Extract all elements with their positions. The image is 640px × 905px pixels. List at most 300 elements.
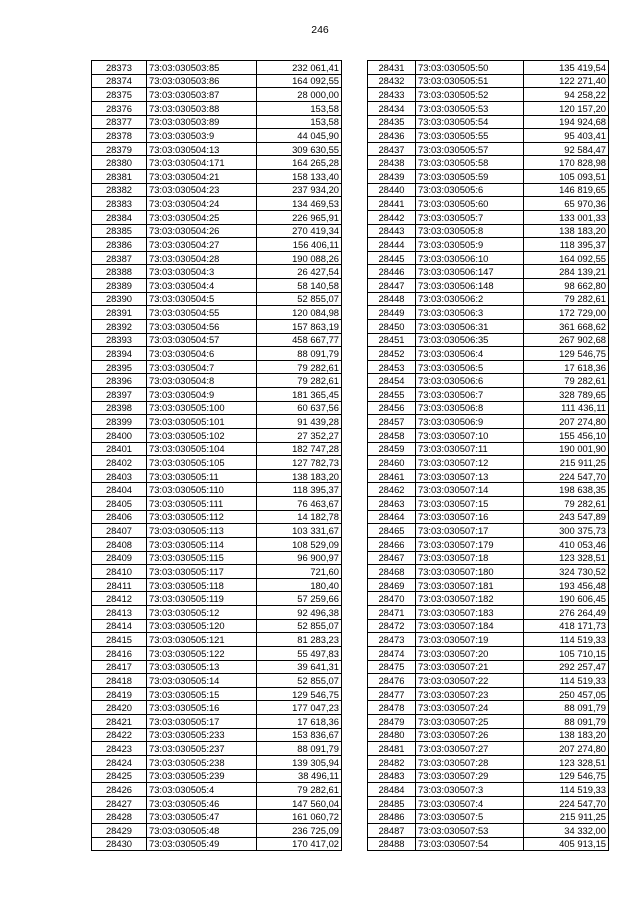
amount-cell: 127 782,73 xyxy=(257,456,342,470)
cadastral-number-cell: 73:03:030503:88 xyxy=(147,101,257,115)
cadastral-number-cell: 73:03:030505:118 xyxy=(147,578,257,592)
amount-cell: 118 395,37 xyxy=(524,238,609,252)
table-row xyxy=(92,292,342,306)
row-number-cell: 28389 xyxy=(92,279,147,293)
cadastral-number-cell: 73:03:030505:115 xyxy=(147,551,257,565)
cadastral-number-cell: 73:03:030507:4 xyxy=(416,796,524,810)
amount-cell: 28 000,00 xyxy=(257,88,342,102)
cadastral-number-cell: 73:03:030505:100 xyxy=(147,401,257,415)
amount-cell: 134 469,53 xyxy=(257,197,342,211)
cadastral-number-cell: 73:03:030507:19 xyxy=(416,633,524,647)
table-row xyxy=(368,524,609,538)
amount-cell: 118 395,37 xyxy=(257,483,342,497)
cadastral-number-cell: 73:03:030506:4 xyxy=(416,347,524,361)
cadastral-number-cell: 73:03:030505:120 xyxy=(147,619,257,633)
cadastral-number-cell: 73:03:030506:8 xyxy=(416,401,524,415)
amount-cell: 410 053,46 xyxy=(524,537,609,551)
table-row xyxy=(368,442,609,456)
row-number-cell: 28380 xyxy=(92,156,147,170)
amount-cell: 215 911,25 xyxy=(524,810,609,824)
table-row xyxy=(92,170,342,184)
row-number-cell: 28442 xyxy=(368,210,416,224)
table-row xyxy=(92,537,342,551)
table-row xyxy=(92,156,342,170)
cadastral-number-cell: 73:03:030505:48 xyxy=(147,824,257,838)
amount-cell: 79 282,61 xyxy=(257,374,342,388)
table-row xyxy=(368,374,609,388)
cadastral-number-cell: 73:03:030505:46 xyxy=(147,796,257,810)
row-number-cell: 28477 xyxy=(368,687,416,701)
amount-cell: 52 855,07 xyxy=(257,674,342,688)
row-number-cell: 28452 xyxy=(368,347,416,361)
amount-cell: 146 819,65 xyxy=(524,183,609,197)
row-number-cell: 28445 xyxy=(368,251,416,265)
row-number-cell: 28455 xyxy=(368,388,416,402)
amount-cell: 292 257,47 xyxy=(524,660,609,674)
amount-cell: 155 456,10 xyxy=(524,428,609,442)
amount-cell: 207 274,80 xyxy=(524,415,609,429)
row-number-cell: 28383 xyxy=(92,197,147,211)
cadastral-number-cell: 73:03:030507:53 xyxy=(416,824,524,838)
table-row xyxy=(92,197,342,211)
row-number-cell: 28431 xyxy=(368,61,416,75)
table-row xyxy=(368,456,609,470)
cadastral-number-cell: 73:03:030506:148 xyxy=(416,279,524,293)
row-number-cell: 28429 xyxy=(92,824,147,838)
amount-cell: 236 725,09 xyxy=(257,824,342,838)
table-row xyxy=(92,755,342,769)
row-number-cell: 28434 xyxy=(368,101,416,115)
row-number-cell: 28384 xyxy=(92,210,147,224)
table-row xyxy=(368,537,609,551)
row-number-cell: 28435 xyxy=(368,115,416,129)
amount-cell: 309 630,55 xyxy=(257,142,342,156)
row-number-cell: 28469 xyxy=(368,578,416,592)
row-number-cell: 28485 xyxy=(368,796,416,810)
cadastral-number-cell: 73:03:030505:47 xyxy=(147,810,257,824)
table-row xyxy=(92,61,342,75)
cadastral-number-cell: 73:03:030507:180 xyxy=(416,565,524,579)
table-row xyxy=(368,170,609,184)
row-number-cell: 28381 xyxy=(92,170,147,184)
cadastral-number-cell: 73:03:030507:17 xyxy=(416,524,524,538)
row-number-cell: 28373 xyxy=(92,61,147,75)
row-number-cell: 28438 xyxy=(368,156,416,170)
row-number-cell: 28424 xyxy=(92,755,147,769)
cadastral-number-cell: 73:03:030505:51 xyxy=(416,74,524,88)
cadastral-number-cell: 73:03:030506:147 xyxy=(416,265,524,279)
cadastral-number-cell: 73:03:030504:21 xyxy=(147,170,257,184)
amount-cell: 138 183,20 xyxy=(524,224,609,238)
amount-cell: 156 406,11 xyxy=(257,238,342,252)
table-row xyxy=(368,142,609,156)
row-number-cell: 28408 xyxy=(92,537,147,551)
cadastral-number-cell: 73:03:030507:13 xyxy=(416,469,524,483)
table-row xyxy=(368,61,609,75)
cadastral-number-cell: 73:03:030507:54 xyxy=(416,837,524,851)
row-number-cell: 28459 xyxy=(368,442,416,456)
amount-cell: 88 091,79 xyxy=(524,701,609,715)
cadastral-number-cell: 73:03:030505:4 xyxy=(147,783,257,797)
table-row xyxy=(368,796,609,810)
cadastral-number-cell: 73:03:030505:110 xyxy=(147,483,257,497)
amount-cell: 105 710,15 xyxy=(524,646,609,660)
table-row xyxy=(368,292,609,306)
amount-cell: 172 729,00 xyxy=(524,306,609,320)
amount-cell: 215 911,25 xyxy=(524,456,609,470)
row-number-cell: 28433 xyxy=(368,88,416,102)
row-number-cell: 28410 xyxy=(92,565,147,579)
row-number-cell: 28403 xyxy=(92,469,147,483)
row-number-cell: 28387 xyxy=(92,251,147,265)
amount-cell: 92 496,38 xyxy=(257,606,342,620)
cadastral-number-cell: 73:03:030507:21 xyxy=(416,660,524,674)
cadastral-number-cell: 73:03:030505:237 xyxy=(147,742,257,756)
amount-cell: 98 662,80 xyxy=(524,279,609,293)
table-row xyxy=(368,306,609,320)
row-number-cell: 28407 xyxy=(92,524,147,538)
cadastral-number-cell: 73:03:030503:85 xyxy=(147,61,257,75)
cadastral-number-cell: 73:03:030504:13 xyxy=(147,142,257,156)
cadastral-number-cell: 73:03:030503:89 xyxy=(147,115,257,129)
cadastral-number-cell: 73:03:030505:17 xyxy=(147,715,257,729)
row-number-cell: 28382 xyxy=(92,183,147,197)
amount-cell: 181 365,45 xyxy=(257,388,342,402)
row-number-cell: 28468 xyxy=(368,565,416,579)
row-number-cell: 28409 xyxy=(92,551,147,565)
cadastral-number-cell: 73:03:030505:238 xyxy=(147,755,257,769)
left-table-body xyxy=(92,61,342,851)
amount-cell: 26 427,54 xyxy=(257,265,342,279)
cadastral-number-cell: 73:03:030503:9 xyxy=(147,129,257,143)
row-number-cell: 28386 xyxy=(92,238,147,252)
amount-cell: 164 265,28 xyxy=(257,156,342,170)
table-row xyxy=(368,687,609,701)
amount-cell: 226 965,91 xyxy=(257,210,342,224)
table-row xyxy=(92,74,342,88)
amount-cell: 122 271,40 xyxy=(524,74,609,88)
amount-cell: 224 547,70 xyxy=(524,469,609,483)
cadastral-number-cell: 73:03:030504:8 xyxy=(147,374,257,388)
amount-cell: 133 001,33 xyxy=(524,210,609,224)
table-row xyxy=(92,115,342,129)
amount-cell: 108 529,09 xyxy=(257,537,342,551)
table-row xyxy=(92,497,342,511)
amount-cell: 58 140,58 xyxy=(257,279,342,293)
table-row xyxy=(368,469,609,483)
amount-cell: 243 547,89 xyxy=(524,510,609,524)
cadastral-number-cell: 73:03:030507:16 xyxy=(416,510,524,524)
table-row xyxy=(92,224,342,238)
row-number-cell: 28443 xyxy=(368,224,416,238)
table-row xyxy=(368,251,609,265)
cadastral-number-cell: 73:03:030505:16 xyxy=(147,701,257,715)
table-row xyxy=(368,578,609,592)
table-row xyxy=(368,183,609,197)
cadastral-number-cell: 73:03:030504:28 xyxy=(147,251,257,265)
cadastral-number-cell: 73:03:030505:55 xyxy=(416,129,524,143)
table-row xyxy=(368,810,609,824)
cadastral-number-cell: 73:03:030507:12 xyxy=(416,456,524,470)
cadastral-number-cell: 73:03:030506:9 xyxy=(416,415,524,429)
row-number-cell: 28412 xyxy=(92,592,147,606)
row-number-cell: 28430 xyxy=(92,837,147,851)
cadastral-number-cell: 73:03:030507:22 xyxy=(416,674,524,688)
table-row xyxy=(92,565,342,579)
cadastral-number-cell: 73:03:030505:13 xyxy=(147,660,257,674)
cadastral-number-cell: 73:03:030505:119 xyxy=(147,592,257,606)
table-row xyxy=(368,347,609,361)
amount-cell: 328 789,65 xyxy=(524,388,609,402)
cadastral-number-cell: 73:03:030507:3 xyxy=(416,783,524,797)
table-row xyxy=(368,715,609,729)
cadastral-number-cell: 73:03:030505:122 xyxy=(147,646,257,660)
table-row xyxy=(92,633,342,647)
row-number-cell: 28400 xyxy=(92,428,147,442)
cadastral-number-cell: 73:03:030505:60 xyxy=(416,197,524,211)
row-number-cell: 28460 xyxy=(368,456,416,470)
row-number-cell: 28393 xyxy=(92,333,147,347)
cadastral-number-cell: 73:03:030507:23 xyxy=(416,687,524,701)
table-row xyxy=(368,619,609,633)
amount-cell: 129 546,75 xyxy=(524,769,609,783)
table-row xyxy=(92,415,342,429)
amount-cell: 88 091,79 xyxy=(524,715,609,729)
cadastral-number-cell: 73:03:030505:59 xyxy=(416,170,524,184)
table-row xyxy=(92,442,342,456)
row-number-cell: 28446 xyxy=(368,265,416,279)
amount-cell: 207 274,80 xyxy=(524,742,609,756)
cadastral-number-cell: 73:03:030507:10 xyxy=(416,428,524,442)
amount-cell: 96 900,97 xyxy=(257,551,342,565)
table-row xyxy=(368,824,609,838)
row-number-cell: 28374 xyxy=(92,74,147,88)
cadastral-number-cell: 73:03:030506:6 xyxy=(416,374,524,388)
row-number-cell: 28390 xyxy=(92,292,147,306)
row-number-cell: 28394 xyxy=(92,347,147,361)
cadastral-number-cell: 73:03:030505:7 xyxy=(416,210,524,224)
amount-cell: 138 183,20 xyxy=(257,469,342,483)
row-number-cell: 28432 xyxy=(368,74,416,88)
row-number-cell: 28444 xyxy=(368,238,416,252)
cadastral-number-cell: 73:03:030505:105 xyxy=(147,456,257,470)
amount-cell: 52 855,07 xyxy=(257,292,342,306)
row-number-cell: 28375 xyxy=(92,88,147,102)
amount-cell: 190 088,26 xyxy=(257,251,342,265)
table-row xyxy=(368,701,609,715)
table-row xyxy=(92,796,342,810)
row-number-cell: 28461 xyxy=(368,469,416,483)
row-number-cell: 28414 xyxy=(92,619,147,633)
amount-cell: 79 282,61 xyxy=(524,374,609,388)
row-number-cell: 28417 xyxy=(92,660,147,674)
table-row xyxy=(92,837,342,851)
row-number-cell: 28415 xyxy=(92,633,147,647)
table-row xyxy=(92,388,342,402)
cadastral-number-cell: 73:03:030505:101 xyxy=(147,415,257,429)
cadastral-number-cell: 73:03:030505:15 xyxy=(147,687,257,701)
cadastral-number-cell: 73:03:030505:9 xyxy=(416,238,524,252)
amount-cell: 170 828,98 xyxy=(524,156,609,170)
table-row xyxy=(368,483,609,497)
cadastral-number-cell: 73:03:030505:50 xyxy=(416,61,524,75)
amount-cell: 14 182,78 xyxy=(257,510,342,524)
table-row xyxy=(92,428,342,442)
amount-cell: 190 606,45 xyxy=(524,592,609,606)
row-number-cell: 28463 xyxy=(368,497,416,511)
row-number-cell: 28419 xyxy=(92,687,147,701)
amount-cell: 17 618,36 xyxy=(257,715,342,729)
table-row xyxy=(368,197,609,211)
amount-cell: 250 457,05 xyxy=(524,687,609,701)
row-number-cell: 28428 xyxy=(92,810,147,824)
cadastral-number-cell: 73:03:030505:53 xyxy=(416,101,524,115)
cadastral-number-cell: 73:03:030505:114 xyxy=(147,537,257,551)
cadastral-number-cell: 73:03:030507:11 xyxy=(416,442,524,456)
cadastral-number-cell: 73:03:030505:54 xyxy=(416,115,524,129)
row-number-cell: 28475 xyxy=(368,660,416,674)
table-row xyxy=(92,783,342,797)
cadastral-number-cell: 73:03:030507:28 xyxy=(416,755,524,769)
cadastral-number-cell: 73:03:030507:27 xyxy=(416,742,524,756)
cadastral-number-cell: 73:03:030505:11 xyxy=(147,469,257,483)
row-number-cell: 28425 xyxy=(92,769,147,783)
row-number-cell: 28427 xyxy=(92,796,147,810)
cadastral-number-cell: 73:03:030507:15 xyxy=(416,497,524,511)
table-row xyxy=(92,456,342,470)
cadastral-number-cell: 73:03:030504:55 xyxy=(147,306,257,320)
row-number-cell: 28439 xyxy=(368,170,416,184)
table-row xyxy=(92,660,342,674)
row-number-cell: 28447 xyxy=(368,279,416,293)
row-number-cell: 28379 xyxy=(92,142,147,156)
row-number-cell: 28479 xyxy=(368,715,416,729)
amount-cell: 224 547,70 xyxy=(524,796,609,810)
row-number-cell: 28466 xyxy=(368,537,416,551)
cadastral-number-cell: 73:03:030507:184 xyxy=(416,619,524,633)
row-number-cell: 28416 xyxy=(92,646,147,660)
row-number-cell: 28418 xyxy=(92,674,147,688)
table-row xyxy=(368,633,609,647)
table-row xyxy=(368,428,609,442)
amount-cell: 129 546,75 xyxy=(257,687,342,701)
table-row xyxy=(368,497,609,511)
row-number-cell: 28481 xyxy=(368,742,416,756)
amount-cell: 276 264,49 xyxy=(524,606,609,620)
cadastral-number-cell: 73:03:030504:27 xyxy=(147,238,257,252)
table-row xyxy=(92,619,342,633)
row-number-cell: 28478 xyxy=(368,701,416,715)
amount-cell: 27 352,27 xyxy=(257,428,342,442)
row-number-cell: 28396 xyxy=(92,374,147,388)
row-number-cell: 28482 xyxy=(368,755,416,769)
cadastral-number-cell: 73:03:030506:31 xyxy=(416,319,524,333)
cadastral-number-cell: 73:03:030507:29 xyxy=(416,769,524,783)
amount-cell: 60 637,56 xyxy=(257,401,342,415)
cadastral-number-cell: 73:03:030505:102 xyxy=(147,428,257,442)
cadastral-number-cell: 73:03:030506:35 xyxy=(416,333,524,347)
row-number-cell: 28402 xyxy=(92,456,147,470)
amount-cell: 135 419,54 xyxy=(524,61,609,75)
amount-cell: 158 133,40 xyxy=(257,170,342,184)
row-number-cell: 28437 xyxy=(368,142,416,156)
table-row xyxy=(368,510,609,524)
table-row xyxy=(92,251,342,265)
cadastral-number-cell: 73:03:030505:58 xyxy=(416,156,524,170)
cadastral-number-cell: 73:03:030505:239 xyxy=(147,769,257,783)
table-row xyxy=(92,333,342,347)
amount-cell: 120 084,98 xyxy=(257,306,342,320)
amount-cell: 267 902,68 xyxy=(524,333,609,347)
right-table-body xyxy=(368,61,609,851)
row-number-cell: 28441 xyxy=(368,197,416,211)
amount-cell: 300 375,73 xyxy=(524,524,609,538)
row-number-cell: 28449 xyxy=(368,306,416,320)
amount-cell: 180,40 xyxy=(257,578,342,592)
row-number-cell: 28474 xyxy=(368,646,416,660)
row-number-cell: 28484 xyxy=(368,783,416,797)
amount-cell: 153,58 xyxy=(257,115,342,129)
cadastral-number-cell: 73:03:030505:111 xyxy=(147,497,257,511)
table-row xyxy=(92,578,342,592)
amount-cell: 123 328,51 xyxy=(524,551,609,565)
amount-cell: 153,58 xyxy=(257,101,342,115)
cadastral-number-cell: 73:03:030505:112 xyxy=(147,510,257,524)
amount-cell: 17 618,36 xyxy=(524,360,609,374)
amount-cell: 88 091,79 xyxy=(257,347,342,361)
cadastral-number-cell: 73:03:030504:26 xyxy=(147,224,257,238)
row-number-cell: 28487 xyxy=(368,824,416,838)
cadastral-number-cell: 73:03:030506:2 xyxy=(416,292,524,306)
cadastral-number-cell: 73:03:030504:5 xyxy=(147,292,257,306)
right-table xyxy=(367,60,609,851)
table-row xyxy=(368,769,609,783)
amount-cell: 34 332,00 xyxy=(524,824,609,838)
table-row xyxy=(92,483,342,497)
row-number-cell: 28471 xyxy=(368,606,416,620)
row-number-cell: 28398 xyxy=(92,401,147,415)
cadastral-number-cell: 73:03:030505:117 xyxy=(147,565,257,579)
table-row xyxy=(92,524,342,538)
cadastral-number-cell: 73:03:030504:56 xyxy=(147,319,257,333)
cadastral-number-cell: 73:03:030504:25 xyxy=(147,210,257,224)
row-number-cell: 28376 xyxy=(92,101,147,115)
row-number-cell: 28464 xyxy=(368,510,416,524)
row-number-cell: 28388 xyxy=(92,265,147,279)
row-number-cell: 28395 xyxy=(92,360,147,374)
amount-cell: 76 463,67 xyxy=(257,497,342,511)
cadastral-number-cell: 73:03:030505:121 xyxy=(147,633,257,647)
row-number-cell: 28454 xyxy=(368,374,416,388)
amount-cell: 147 560,04 xyxy=(257,796,342,810)
table-row xyxy=(92,210,342,224)
cadastral-number-cell: 73:03:030504:57 xyxy=(147,333,257,347)
row-number-cell: 28406 xyxy=(92,510,147,524)
amount-cell: 57 259,66 xyxy=(257,592,342,606)
table-row xyxy=(92,728,342,742)
amount-cell: 190 001,90 xyxy=(524,442,609,456)
table-row xyxy=(92,129,342,143)
cadastral-number-cell: 73:03:030506:3 xyxy=(416,306,524,320)
amount-cell: 65 970,36 xyxy=(524,197,609,211)
amount-cell: 95 403,41 xyxy=(524,129,609,143)
amount-cell: 79 282,61 xyxy=(524,292,609,306)
cadastral-number-cell: 73:03:030507:14 xyxy=(416,483,524,497)
cadastral-number-cell: 73:03:030504:24 xyxy=(147,197,257,211)
amount-cell: 123 328,51 xyxy=(524,755,609,769)
table-row xyxy=(368,88,609,102)
table-row xyxy=(368,319,609,333)
